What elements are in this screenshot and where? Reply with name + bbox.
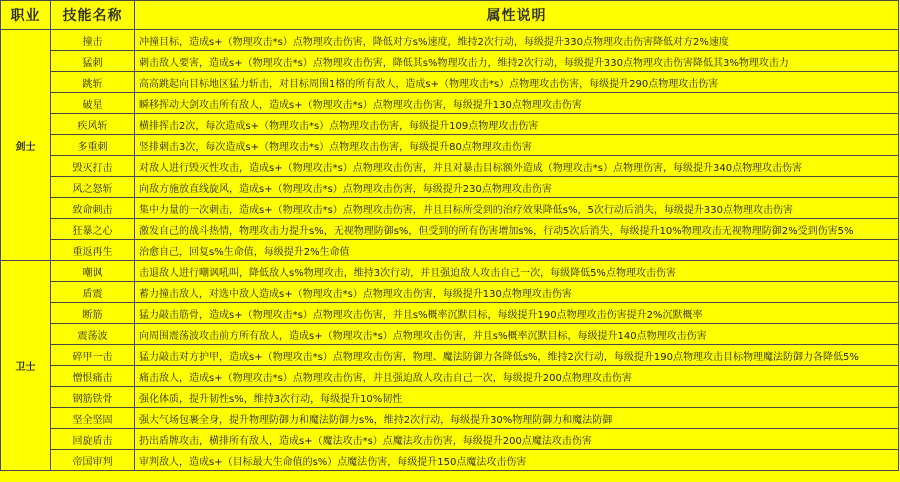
skill-description-cell: 治愈自己，回复s%生命值，每级提升2%生命值 bbox=[135, 240, 899, 261]
header-description: 属性说明 bbox=[135, 1, 899, 30]
table-row bbox=[1, 114, 899, 135]
table-row bbox=[1, 450, 899, 471]
skill-description-cell: 竖排刺击3次，每次造成s+（物理攻击*s）点物理攻击伤害，每级提升80点物理攻击伤害 bbox=[135, 135, 899, 156]
table-row bbox=[1, 72, 899, 93]
skill-description-cell: 扔出盾牌攻击，横排所有敌人，造成s+（魔法攻击*s）点魔法攻击伤害，每级提升200点魔法攻击伤害 bbox=[135, 429, 899, 450]
skill-description-cell: 对敌人进行毁灭性攻击，造成s+（物理攻击*s）点物理攻击伤害，并且对暴击目标额外造成（物理攻击*s）点物理伤害，每级提升340点物理攻击伤害 bbox=[135, 156, 899, 177]
skill-name-cell: 碎甲一击 bbox=[51, 345, 135, 366]
skill-name-cell: 疾风斩 bbox=[51, 114, 135, 135]
skill-description-cell: 瞬移挥动大剑攻击所有敌人，造成s+（物理攻击*s）点物理攻击伤害，每级提升130点物理攻击伤害 bbox=[135, 93, 899, 114]
skill-name-cell: 致命刺击 bbox=[51, 198, 135, 219]
skill-name-cell: 猛刺 bbox=[51, 51, 135, 72]
skill-description-cell: 蓄力撞击敌人，对选中敌人造成s+（物理攻击*s）点物理攻击伤害，每级提升130点物理攻击伤害 bbox=[135, 282, 899, 303]
skill-name-cell: 钢筋铁骨 bbox=[51, 387, 135, 408]
header-row bbox=[1, 1, 899, 30]
table-row bbox=[1, 282, 899, 303]
skill-name-cell: 回旋盾击 bbox=[51, 429, 135, 450]
skill-description-cell: 审判敌人，造成s+（目标最大生命值的s%）点魔法伤害，每级提升150点魔法攻击伤害 bbox=[135, 450, 899, 471]
table-row bbox=[1, 30, 899, 51]
table-row bbox=[1, 408, 899, 429]
table-row bbox=[1, 240, 899, 261]
skill-name-cell: 多重刺 bbox=[51, 135, 135, 156]
skill-name-cell: 跳斩 bbox=[51, 72, 135, 93]
skill-description-cell: 冲撞目标，造成s+（物理攻击*s）点物理攻击伤害，降低对方s%速度，维持2次行动，每级提升330点物理攻击伤害降低对方2%速度 bbox=[135, 30, 899, 51]
table-row bbox=[1, 177, 899, 198]
table-row bbox=[1, 219, 899, 240]
skill-name-cell: 帝国审判 bbox=[51, 450, 135, 471]
skill-description-cell: 猛力敲击对方护甲，造成s+（物理攻击*s）点物理攻击伤害，物理、魔法防御力各降低s%，维持2次行动，每级提升190点物理攻击目标物理魔法防御力各降低5% bbox=[135, 345, 899, 366]
skill-description-cell: 横排挥击2次，每次造成s+（物理攻击*s）点物理攻击伤害，每级提升109点物理攻击伤害 bbox=[135, 114, 899, 135]
skills-body bbox=[1, 30, 899, 471]
skill-description-cell: 高高跳起向目标地区猛力斩击，对目标周围1格的所有敌人，造成s+（物理攻击*s）点物理攻击伤害，每级提升290点物理攻击伤害 bbox=[135, 72, 899, 93]
skill-description-cell: 猛力敲击筋骨，造成s+（物理攻击*s）点物理攻击伤害，并且s%概率沉默目标，每级提升190点物理攻击伤害提升2%沉默概率 bbox=[135, 303, 899, 324]
table-row bbox=[1, 156, 899, 177]
skill-name-cell: 风之怒斩 bbox=[51, 177, 135, 198]
skill-description-cell: 痛击敌人，造成s+（物理攻击*s）点物理攻击伤害，并且强迫敌人攻击自己一次，每级提升200点物理攻击伤害 bbox=[135, 366, 899, 387]
table-row bbox=[1, 324, 899, 345]
skill-description-cell: 强化体质，提升韧性s%，维持3次行动，每级提升10%韧性 bbox=[135, 387, 899, 408]
table-row bbox=[1, 345, 899, 366]
skill-name-cell: 撞击 bbox=[51, 30, 135, 51]
table-row bbox=[1, 51, 899, 72]
skill-description-cell: 向周围震荡波攻击前方所有敌人，造成s+（物理攻击*s）点物理攻击伤害，并且s%概率沉默目标，每级提升140点物理攻击伤害 bbox=[135, 324, 899, 345]
table-row bbox=[1, 303, 899, 324]
skill-description-cell: 激发自己的战斗热情，物理攻击力提升s%，无视物理防御s%，但受到的所有伤害增加s%，行动5次后消失，每级提升10%物理攻击无视物理防御2%受到伤害5% bbox=[135, 219, 899, 240]
class-name-cell: 剑士 bbox=[1, 30, 51, 261]
table-row bbox=[1, 93, 899, 114]
skill-description-cell: 向敌方施放直线旋风，造成s+（物理攻击*s）点物理攻击伤害，每级提升230点物理攻击伤害 bbox=[135, 177, 899, 198]
skill-description-cell: 刺击敌人要害，造成s+（物理攻击*s）点物理攻击伤害，降低其s%物理攻击力，维持2次行动，每级提升330点物理攻击伤害降低其3%物理攻击力 bbox=[135, 51, 899, 72]
skill-name-cell: 狂暴之心 bbox=[51, 219, 135, 240]
skill-description-cell: 击退敌人进行嘲讽吼叫，降低敌人s%物理攻击，维持3次行动，并且强迫敌人攻击自己一次，每级降低5%点物理攻击伤害 bbox=[135, 261, 899, 282]
skill-description-cell: 集中力量的一次刺击，造成s+（物理攻击*s）点物理攻击伤害，并且目标所受到的治疗效果降低s%，5次行动后消失，每级提升330点物理攻击伤害 bbox=[135, 198, 899, 219]
table-row bbox=[1, 261, 899, 282]
table-row bbox=[1, 198, 899, 219]
skill-name-cell: 断筋 bbox=[51, 303, 135, 324]
table-row bbox=[1, 135, 899, 156]
skill-name-cell: 毁灭打击 bbox=[51, 156, 135, 177]
header-class: 职业 bbox=[1, 1, 51, 30]
skill-name-cell: 坚全坚固 bbox=[51, 408, 135, 429]
table-row bbox=[1, 429, 899, 450]
skill-description-cell: 强大气场包裹全身，提升物理防御力和魔法防御力s%，维持2次行动，每级提升30%物理防御力和魔法防御 bbox=[135, 408, 899, 429]
skill-name-cell: 重返再生 bbox=[51, 240, 135, 261]
skill-name-cell: 嘲讽 bbox=[51, 261, 135, 282]
skill-name-cell: 憎恨痛击 bbox=[51, 366, 135, 387]
skill-name-cell: 破星 bbox=[51, 93, 135, 114]
class-name-cell: 卫士 bbox=[1, 261, 51, 471]
table-row bbox=[1, 366, 899, 387]
skill-name-cell: 震荡波 bbox=[51, 324, 135, 345]
header-skill-name: 技能名称 bbox=[51, 1, 135, 30]
skill-name-cell: 盾震 bbox=[51, 282, 135, 303]
table-row bbox=[1, 387, 899, 408]
